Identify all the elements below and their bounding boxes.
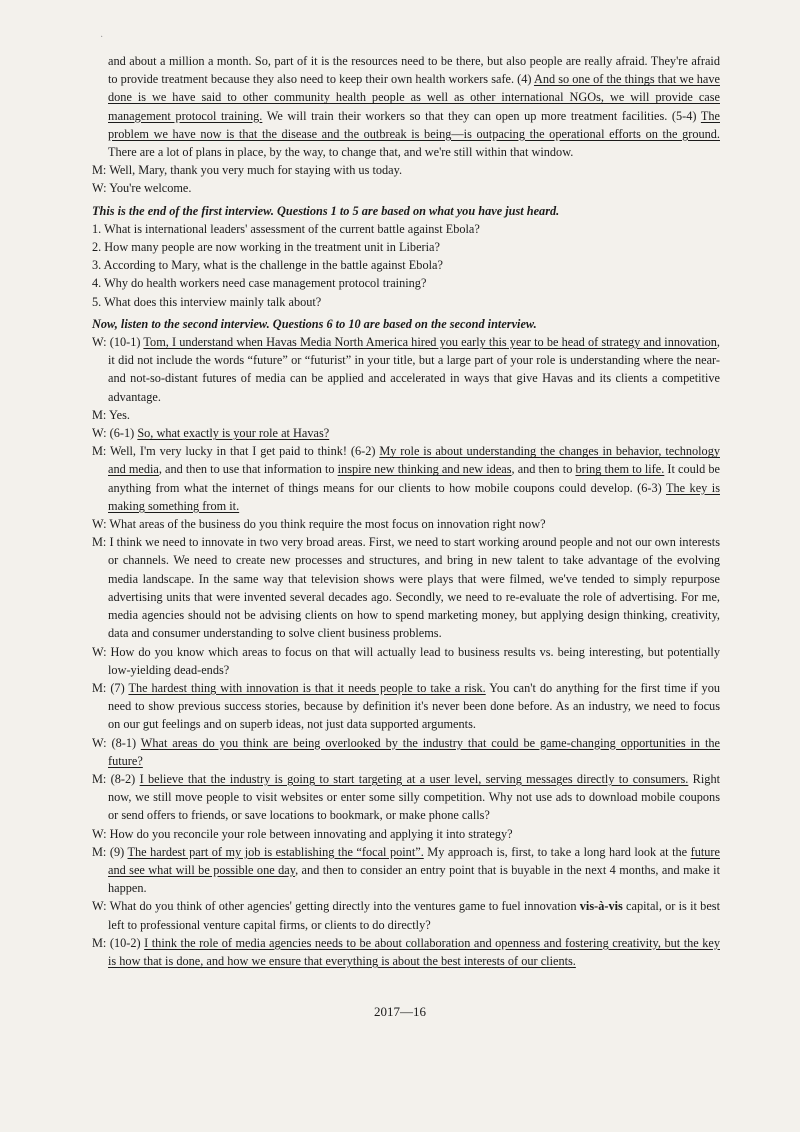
text-span: (8-2) [106,771,140,786]
text-span: You're welcome. [106,181,192,196]
text-span: , and then to use that information to [158,462,338,477]
page-number: 2017—16 [374,1004,426,1019]
text-span: Well, I'm very lucky in that I get paid to think! (6-2) [106,444,380,459]
underlined-answer: Tom, I understand when Havas Media North America hired you early this year to be head of strategy and innovation [143,335,717,350]
text-span: (10-1) [106,335,144,350]
underlined-answer: inspire new thinking and new ideas [337,462,512,477]
speaker-label: W: [92,826,107,841]
underlined-answer: My role is about understanding the changes in behavior, technology and media [108,444,720,477]
dialogue-line [92,770,720,825]
text-span: I think we need to innovate in two very broad areas. First, we need to start working around people and not our own interests or channels. We need to create new processes and structures, and bring in new talent to take advantage of the evolving media landscape. In the same way that television shows were plays that were filmed, we've tended to simply repurpose advertising units that were invented several decades ago. Secondly, we need to re-evaluate the role of advertising. For me, media agencies should not be advising clients on how to spend marketing money, but applying design thinking, creativity, data and consumer understanding to solve client business problems. [106,535,720,641]
underlined-answer: The problem we have now is that the disease and the outbreak is being—is outpacing the operational efforts on the ground. [108,108,720,141]
speaker-label: W: [92,517,107,532]
dialogue-line [92,424,720,442]
underlined-answer: The key is making something from it. [108,480,720,513]
speaker-label: W: [92,426,107,441]
text-span: What do you think of other agencies' getting directly into the ventures game to fuel innovation [106,899,580,914]
speaker-label: M: [92,407,107,422]
speaker-label: M: [92,444,107,459]
underlined-answer: And so one of the things that we have done is we have said to other community health people as well as other international NGOs, we will provide case management protocol training. [108,72,720,123]
dialogue-line [92,533,720,642]
text-span: You can't do anything for the first time if you need to show previous success stories, because by definition it's never been done before. As an industry, we need to focus on our gut feelings and on superb ideas, not just data supported arguments. [108,680,720,732]
text-span: , and then to consider an entry point that is buyable in the next 4 months, and make it happen. [108,862,720,896]
intro-paragraph [92,52,720,161]
speaker-label: W: [92,181,107,196]
text-span: , and then to [511,462,576,477]
speaker-label: W: [92,899,107,914]
section-heading-2: Now, listen to the second interview. Questions 6 to 10 are based on the second interview. [92,316,537,331]
text-span: How do you know which areas to focus on that will actually lead to business results vs. being interesting, but potentially low-yielding dead-ends? [106,644,720,677]
underlined-answer: The hardest thing with innovation is that it needs people to take a risk. [128,680,486,695]
speaker-label: M: [92,163,107,178]
speaker-label: W: [92,644,107,659]
underlined-answer: The hardest part of my job is establishing the “focal point”. [127,844,424,859]
underlined-answer: I think the role of media agencies needs to be about collaboration and openness and fostering creativity, but the key is how that is done, and how we ensure that everything is about the best interests of our clients. [108,935,720,968]
text-span: There are a lot of plans in place, by the way, to change that, and we're still within that window. [108,145,574,160]
question-item: 1. What is international leaders' assessment of the current battle against Ebola? [92,221,480,236]
dialogue-line [92,897,720,933]
question-item: 2. How many people are now working in the treatment unit in Liberia? [92,240,440,255]
text-span: (8-1) [106,735,141,750]
speaker-label: M: [92,844,107,859]
speaker-label: M: [92,680,107,695]
text-span: What areas of the business do you think require the most focus on innovation right now? [106,517,546,532]
text-span: (6-1) [106,426,138,441]
dialogue-line [92,179,720,197]
speaker-label: W: [92,335,107,350]
transcript-content [92,52,720,970]
dialogue-line [92,406,720,424]
underlined-answer: I believe that the industry is going to start targeting at a user level, serving messages directly to consumers. [139,771,689,786]
text-span: Well, Mary, thank you very much for staying with us today. [106,163,403,178]
speaker-label: M: [92,935,107,950]
text-span: We will train their workers so that they can open up more treatment facilities. (5-4) [262,108,701,123]
text-span: (7) [106,680,129,695]
dialogue-line [92,734,720,770]
section-heading-1: This is the end of the first interview. Questions 1 to 5 are based on what you have just heard. [92,203,560,218]
text-span: It could be anything from what the internet of things means for our clients to how mobile coupons could develop. (6-3) [108,462,720,495]
dialogue-line [92,934,720,970]
dialogue-line [92,643,720,679]
question-item: 4. Why do health workers need case management protocol training? [92,276,427,291]
text-span: and about a million a month. So, part of it is the resources need to be there, but also people are really afraid. They're afraid to provide treatment because they also need to keep their own health workers safe. (4) [108,54,720,87]
text-span: (10-2) [106,935,145,950]
underlined-answer: bring them to life. [575,462,665,477]
text-span: How do you reconcile your role between innovating and applying it into strategy? [106,826,513,841]
question-item: 5. What does this interview mainly talk about? [92,294,322,309]
dialogue-line [92,161,720,179]
dialogue-line [92,843,720,898]
page-mark: · [100,32,104,43]
speaker-label: M: [92,771,107,786]
text-span: Yes. [106,407,130,422]
dialogue-line [92,679,720,734]
text-span: capital, or is it best left to professional venture capital firms, or clients to do directly? [108,899,720,932]
dialogue-line [92,333,720,406]
text-span: (9) [106,844,128,859]
question-item: 3. According to Mary, what is the challenge in the battle against Ebola? [92,258,443,273]
text-span: My approach is, first, to take a long hard look at the [423,844,691,859]
dialogue-line [92,825,720,843]
speaker-label: W: [92,735,107,750]
underlined-answer: What areas do you think are being overlooked by the industry that could be game-changing opportunities in the future? [108,735,721,768]
bold-term: vis-à-vis [579,899,623,914]
underlined-answer: So, what exactly is your role at Havas? [137,426,330,441]
speaker-label: M: [92,535,107,550]
underlined-answer: future and see what will be possible one day [108,844,720,877]
dialogue-line [92,442,720,515]
text-span: , it did not include the words “future” or “futurist” in your title, but a large part of your role is understanding where the near- and not-so-distant futures of media can be applied and accelerated in ways that give Havas and its clients a competitive advantage. [108,335,720,404]
dialogue-line [92,515,720,533]
text-span: Right now, we still move people to visit websites or enter some silly competition. Why not use ads to download mobile coupons or send offers to friends, or save locations to bookmark, or make phone calls? [108,771,721,823]
